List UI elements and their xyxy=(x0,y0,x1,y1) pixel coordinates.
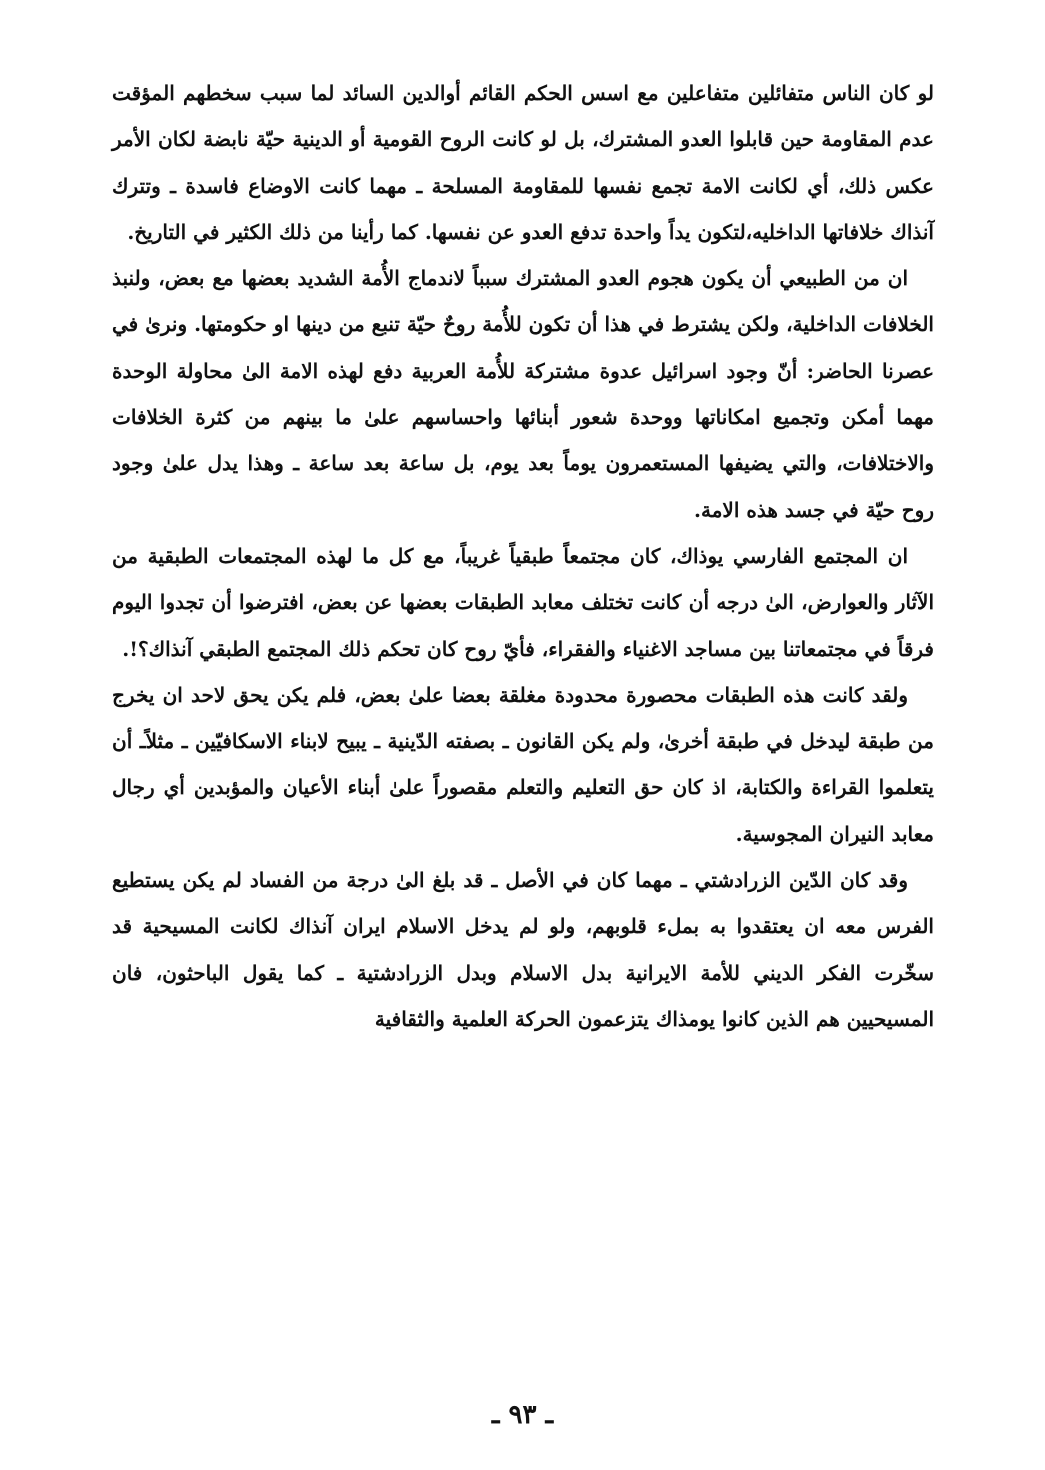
paragraph-2: ان من الطبيعي أن يكون هجوم العدو المشترك سبباً لاندماج الأُمة الشديد بعضها مع بعض، ولنبذ الخلافات الداخلية، ولكن يشترط في هذا أن تكون للأُمة روحٌ حيّة تنبع من دينها او حكومتها. ونرىٰ في عصرنا الحاضر: أنّ وجود اسرائيل عدوة مشتركة للأُمة العربية دفع لهذه الامة الىٰ محاولة الوحدة مهما أمكن وتجميع امكاناتها ووحدة شعور أبنائها واحساسهم علىٰ ما بينهم من كثرة الخلافات والاختلافات، والتي يضيفها المستعمرون يوماً بعد يوم، بل ساعة بعد ساعة ـ وهذا يدل علىٰ وجود روح حيّة في جسد هذه الامة. xyxy=(112,266,934,522)
page-number: ـ ٩٣ ـ xyxy=(491,1400,554,1430)
paragraph-5: وقد كان الدّين الزرادشتي ـ مهما كان في الأصل ـ قد بلغ الىٰ درجة من الفساد لم يكن يستطيع الفرس معه ان يعتقدوا به بملء قلوبهم، ولو لم يدخل الاسلام ايران آنذاك لكانت المسيحية قد سخّرت الفكر الديني للأمة الايرانية بدل الاسلام وبدل الزرادشتية ـ كما يقول الباحثون، فان المسيحيين هم الذين كانوا يومذاك يتزعمون الحركة العلمية والثقافية xyxy=(112,868,935,1031)
paragraph-4: ولقد كانت هذه الطبقات محصورة محدودة مغلقة بعضا علىٰ بعض، فلم يكن يحق لاحد ان يخرج من طبقة ليدخل في طبقة أخرىٰ، ولم يكن القانون ـ بصفته الدّينية ـ يبيح لابناء الاسكافيّين ـ مثلاًـ أن يتعلموا القراءة والكتابة، اذ كان حق التعليم والتعلم مقصوراً علىٰ أبناء الأعيان والمؤبدين أي رجال معابد النيران المجوسية. xyxy=(112,682,934,846)
paragraph-1: لو كان الناس متفائلين متفاعلين مع اسس الحكم القائم أوالدين السائد لما سبب سخطهم المؤقت عدم المقاومة حين قابلوا العدو المشترك، بل لو كانت الروح القومية أو الدينية حيّة نابضة لكان الأمر عكس ذلك، أي لكانت الامة تجمع نفسها للمقاومة المسلحة ـ مهما كانت الاوضاع فاسدة ـ وتترك آنذاك خلافاتها الداخليه،لتكون يداً واحدة تدفع العدو عن نفسها. كما رأينا من ذلك الكثير في التاريخ. xyxy=(112,81,934,244)
paragraph-3: ان المجتمع الفارسي يوذاك، كان مجتمعاً طبقياً غريباً، مع كل ما لهذه المجتمعات الطبقية من الآثار والعوارض، الىٰ درجه أن كانت تختلف معابد الطبقات بعضها عن بعض، افترضوا أن تجدوا اليوم فرقاً في مجتمعاتنا بين مساجد الاغنياء والفقراء، فأيّ روح كان تحكم ذلك المجتمع الطبقي آنذاك؟!. xyxy=(112,543,934,661)
body-text xyxy=(112,70,934,1042)
